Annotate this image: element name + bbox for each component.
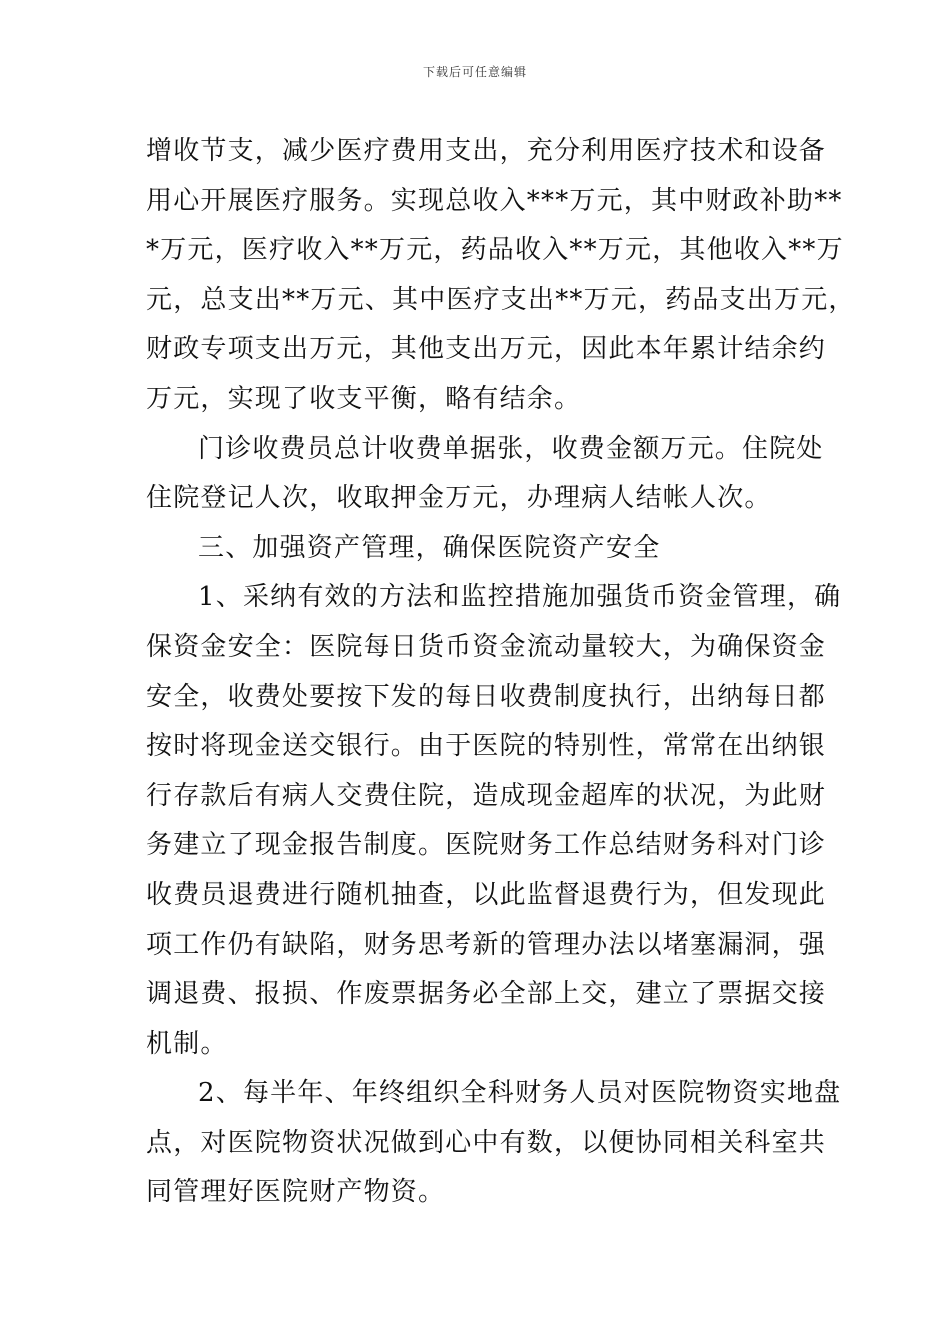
text-line: 安全，收费处要按下发的每日收费制度执行，出纳每日都 — [146, 681, 827, 712]
text-line: 机制。 — [146, 1028, 228, 1059]
text-line: 住院登记人次，收取押金万元，办理病人结帐人次。 — [146, 483, 772, 514]
text-line: 点，对医院物资状况做到心中有数，以便协同相关科室共 — [146, 1127, 827, 1158]
heading-line: 三、加强资产管理，确保医院资产安全 — [198, 532, 661, 563]
text-line: 门诊收费员总计收费单据张，收费金额万元。住院处 — [198, 433, 824, 464]
text-line: 调退费、报损、作废票据务必全部上交，建立了票据交接 — [146, 979, 827, 1010]
paragraph — [146, 1069, 842, 1218]
paragraph — [146, 127, 856, 425]
page-header: 下载后可任意编辑 — [422, 65, 527, 79]
text-line: 用心开展医疗服务。实现总收入***万元，其中财政补助** — [146, 185, 843, 216]
text-line: 同管理好医院财产物资。 — [146, 1177, 446, 1208]
text-line: 保资金安全：医院每日货币资金流动量较大，为确保资金 — [146, 631, 827, 662]
text-line: 按时将现金送交银行。由于医院的特别性，常常在出纳银 — [146, 731, 827, 762]
paragraph — [146, 573, 842, 1069]
text-line: 元，总支出**万元、其中医疗支出**万元，药品支出万元， — [146, 284, 856, 315]
document-body — [146, 127, 856, 1218]
text-line: 收费员退费进行随机抽查，以此监督退费行为，但发现此 — [146, 879, 827, 910]
text-line: 万元，实现了收支平衡，略有结余。 — [146, 383, 582, 414]
text-line: 项工作仍有缺陷，财务思考新的管理办法以堵塞漏洞，强 — [146, 929, 827, 960]
text-line: 增收节支，减少医疗费用支出，充分利用医疗技术和设备 — [146, 136, 827, 166]
text-line: 务建立了现金报告制度。医院财务工作总结财务科对门诊 — [146, 830, 827, 861]
paragraph — [146, 425, 824, 524]
text-line: 2、每半年、年终组织全科财务人员对医院物资实地盘 — [198, 1078, 842, 1109]
text-line: *万元，医疗收入**万元，药品收入**万元，其他收入**万 — [146, 235, 844, 266]
text-line: 财政专项支出万元，其他支出万元，因此本年累计结余约 — [146, 334, 827, 365]
section-heading — [146, 524, 816, 574]
text-line: 1、采纳有效的方法和监控措施加强货币资金管理，确 — [198, 582, 842, 613]
text-line: 行存款后有病人交费住院，造成现金超库的状况，为此财 — [146, 780, 827, 811]
